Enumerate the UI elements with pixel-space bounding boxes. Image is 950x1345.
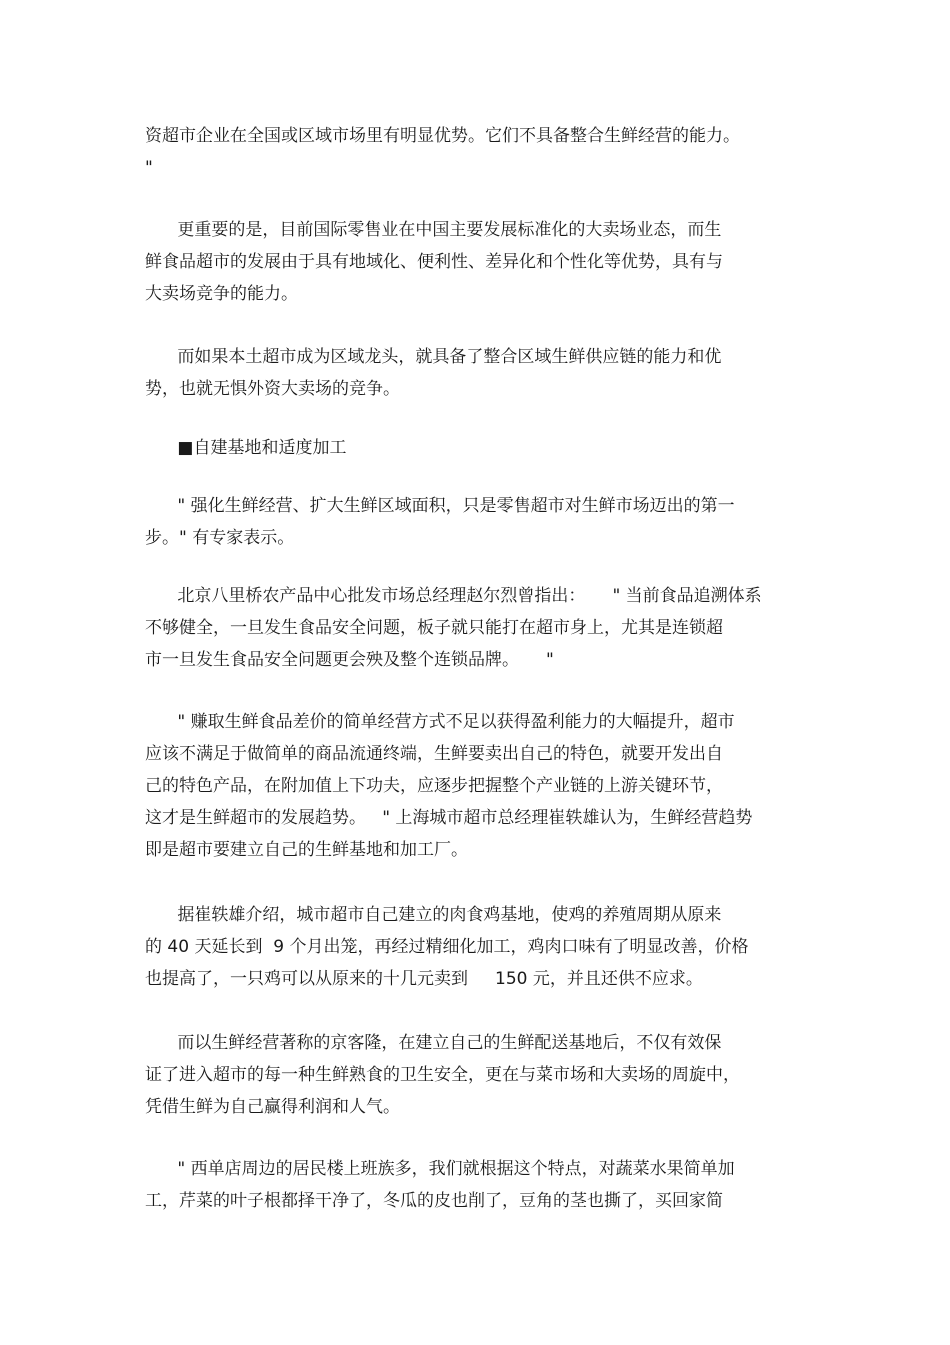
text-line: 鲜食品超市的发展由于具有地域化、便利性、差异化和个性化等优势，具有与: [145, 252, 723, 272]
paragraph: [145, 490, 805, 554]
text-line: 步。" 有专家表示。: [145, 528, 295, 548]
text-line: 而如果本土超市成为区域龙头，就具备了整合区域生鲜供应链的能力和优: [145, 347, 722, 367]
text-line: 证了进入超市的每一种生鲜熟食的卫生安全，更在与菜市场和大卖场的周旋中，: [145, 1065, 740, 1085]
paragraph: [145, 706, 805, 866]
text-line: ": [145, 158, 153, 178]
text-line: 即是超市要建立自己的生鲜基地和加工厂。: [145, 840, 468, 860]
section-heading: [145, 432, 805, 464]
paragraph: [145, 580, 805, 676]
paragraph: [145, 120, 805, 184]
text-line: 工，芹菜的叶子根都择干净了，冬瓜的皮也削了，豆角的茎也撕了，买回家简: [145, 1191, 723, 1211]
text-line: ■自建基地和适度加工: [145, 438, 347, 458]
text-line: 而以生鲜经营著称的京客隆，在建立自己的生鲜配送基地后，不仅有效保: [145, 1033, 722, 1053]
text-line: " 赚取生鲜食品差价的简单经营方式不足以获得盈利能力的大幅提升，超市: [145, 712, 735, 732]
paragraph: [145, 1153, 805, 1217]
paragraph: [145, 899, 805, 995]
paragraph: [145, 1027, 805, 1123]
text-line: 不够健全，一旦发生食品安全问题，板子就只能打在超市身上，尤其是连锁超: [145, 618, 723, 638]
text-line: 资超市企业在全国或区域市场里有明显优势。它们不具备整合生鲜经营的能力。: [145, 126, 740, 146]
text-line: 己的特色产品，在附加值上下功夫，应逐步把握整个产业链的上游关键环节，: [145, 776, 723, 796]
text-line: 据崔轶雄介绍，城市超市自己建立的肉食鸡基地，使鸡的养殖周期从原来: [145, 905, 722, 925]
text-line: 北京八里桥农产品中心批发市场总经理赵尔烈曾指出： " 当前食品追溯体系: [145, 586, 762, 606]
text-line: 这才是生鲜超市的发展趋势。 " 上海城市超市总经理崔轶雄认为，生鲜经营趋势: [145, 808, 753, 828]
text-line: 大卖场竞争的能力。: [145, 284, 298, 304]
text-line: " 强化生鲜经营、扩大生鲜区域面积，只是零售超市对生鲜市场迈出的第一: [145, 496, 735, 516]
paragraph: [145, 341, 805, 405]
text-line: 更重要的是，目前国际零售业在中国主要发展标准化的大卖场业态，而生: [145, 220, 722, 240]
text-line: 凭借生鲜为自己赢得利润和人气。: [145, 1097, 400, 1117]
text-line: " 西单店周边的居民楼上班族多，我们就根据这个特点，对蔬菜水果简单加: [145, 1159, 735, 1179]
text-line: 势，也就无惧外资大卖场的竞争。: [145, 379, 400, 399]
text-line: 市一旦发生食品安全问题更会殃及整个连锁品牌。 ": [145, 650, 554, 670]
text-line: 的 40 天延长到 9 个月出笼，再经过精细化加工，鸡肉口味有了明显改善，价格: [145, 937, 749, 957]
text-line: 也提高了，一只鸡可以从原来的十几元卖到 150 元，并且还供不应求。: [145, 969, 703, 989]
paragraph: [145, 214, 805, 310]
text-line: 应该不满足于做简单的商品流通终端，生鲜要卖出自己的特色，就要开发出自: [145, 744, 723, 764]
